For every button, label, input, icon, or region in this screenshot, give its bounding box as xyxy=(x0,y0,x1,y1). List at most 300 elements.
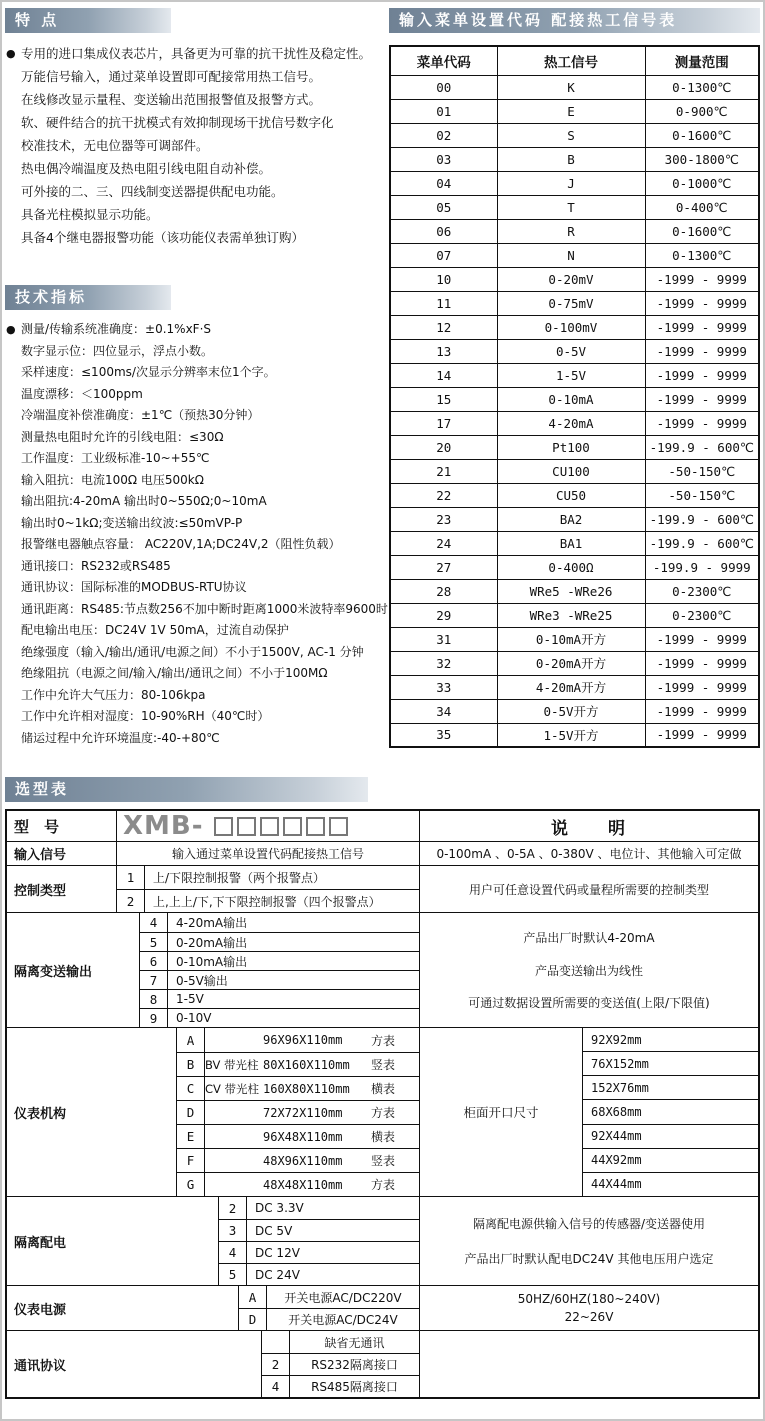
option-code: 4 xyxy=(140,913,168,932)
signal-table-row xyxy=(390,483,759,507)
signal-table-row xyxy=(390,531,759,555)
option-row xyxy=(262,1353,419,1375)
cutout-cell: 44X92mm xyxy=(583,1148,758,1172)
option-desc: 0-20mA输出 xyxy=(176,935,248,950)
signal-table-cell: 33 xyxy=(390,675,497,699)
signal-table-row xyxy=(390,627,759,651)
option-row xyxy=(177,1052,419,1076)
signal-header-row xyxy=(390,46,759,75)
signal-table-cell: -1999 - 9999 xyxy=(645,267,759,291)
group-main xyxy=(239,1286,419,1330)
signal-table-cell: -1999 - 9999 xyxy=(645,291,759,315)
signal-table-cell: 0-2300℃ xyxy=(645,603,759,627)
option-row xyxy=(140,913,419,932)
cutout-cell: 152X76mm xyxy=(583,1075,758,1099)
features-title: 特 点 xyxy=(15,11,60,29)
signal-table-row xyxy=(390,579,759,603)
text-line: 绝缘阻抗（电源之间/输入/输出/通讯之间）不小于100MΩ xyxy=(21,666,328,680)
signal-table-cell: -1999 - 9999 xyxy=(645,387,759,411)
features-list xyxy=(8,42,382,249)
cutout-cell: 76X152mm xyxy=(583,1051,758,1075)
signal-table-cell: 24 xyxy=(390,531,497,555)
signal-table-cell: -199.9 - 600℃ xyxy=(645,435,759,459)
signal-table-row xyxy=(390,99,759,123)
option-row xyxy=(140,932,419,951)
option-size: 48X96X110mm xyxy=(263,1153,343,1168)
signal-table-cell: -199.9 - 9999 xyxy=(645,555,759,579)
signal-table-cell: 4-20mA xyxy=(497,411,645,435)
group-label: 仪表电源 xyxy=(7,1286,239,1330)
option-code: A xyxy=(177,1028,205,1052)
text-line: 具备4个继电器报警功能（该功能仪表需单独订购） xyxy=(21,230,304,245)
signal-table-cell: BA2 xyxy=(497,507,645,531)
signal-table-cell: 31 xyxy=(390,627,497,651)
model-main xyxy=(117,811,419,841)
option-desc: 开关电源AC/DC24V xyxy=(288,1313,398,1327)
signal-table-cell: -1999 - 9999 xyxy=(645,699,759,723)
option-row xyxy=(177,1076,419,1100)
option-code: 8 xyxy=(140,990,168,1008)
text-line: 通讯距离：RS485:节点数256不加中断时距离1000米波特率9600时 xyxy=(21,601,388,616)
group-main xyxy=(140,913,419,1027)
signal-code-table xyxy=(389,45,760,748)
signal-table-row xyxy=(390,555,759,579)
signal-table-cell: WRe5 -WRe26 xyxy=(497,579,645,603)
group-note xyxy=(419,913,758,1027)
signal-table-cell: 06 xyxy=(390,219,497,243)
option-type: 方表 xyxy=(371,1106,396,1120)
signal-table-cell: 0-10mA xyxy=(497,387,645,411)
signal-table-cell: -1999 - 9999 xyxy=(645,315,759,339)
signal-table-cell: 03 xyxy=(390,147,497,171)
group-main xyxy=(117,866,419,912)
signal-table-cell: 0-5V开方 xyxy=(497,699,645,723)
signal-table-cell: 28 xyxy=(390,579,497,603)
signal-table-cell: J xyxy=(497,171,645,195)
signal-table-cell: 0-1600℃ xyxy=(645,219,759,243)
option-desc: 4-20mA输出 xyxy=(176,916,248,930)
signal-table-cell: 0-400Ω xyxy=(497,555,645,579)
right-column xyxy=(386,8,763,748)
model-code-area xyxy=(117,811,419,841)
group-transmit-output xyxy=(7,912,758,1027)
option-row xyxy=(219,1219,419,1241)
text-line: 校准技术，无电位器等可调部件。 xyxy=(21,138,209,153)
option-code: B xyxy=(177,1053,205,1076)
signal-table-cell: E xyxy=(497,99,645,123)
signal-table-row xyxy=(390,363,759,387)
signal-table-cell: -1999 - 9999 xyxy=(645,627,759,651)
text-line: 可外接的二、三、四线制变送器提供配电功能。 xyxy=(21,184,284,199)
cutout-cell: 68X68mm xyxy=(583,1099,758,1123)
option-note xyxy=(205,1149,263,1172)
signal-table-cell: 35 xyxy=(390,723,497,747)
signal-table-cell: 0-5V xyxy=(497,339,645,363)
option-desc: 0-5V输出 xyxy=(176,973,228,988)
selection-section-bar xyxy=(5,777,368,802)
signal-table-cell: S xyxy=(497,123,645,147)
option-code: 9 xyxy=(140,1009,168,1027)
option-type: 方表 xyxy=(371,1033,396,1048)
signal-table-cell: 0-10mA开方 xyxy=(497,627,645,651)
option-desc: 上/下限控制报警（两个报警点） xyxy=(153,871,326,885)
group-label: 仪表机构 xyxy=(7,1028,177,1196)
left-column xyxy=(2,8,386,749)
signal-table-row xyxy=(390,411,759,435)
option-note xyxy=(205,1101,263,1124)
signal-table-row xyxy=(390,699,759,723)
signal-table-cell: R xyxy=(497,219,645,243)
signal-table-row xyxy=(390,75,759,99)
option-row xyxy=(262,1331,419,1353)
option-desc: RS485隔离接口 xyxy=(311,1380,398,1394)
signal-table-row xyxy=(390,147,759,171)
signal-table-cell: B xyxy=(497,147,645,171)
note-line: 0-100mA 、0-5A 、0-380V 、电位计、其他输入可定做 xyxy=(436,847,742,861)
option-desc: DC 12V xyxy=(255,1245,300,1260)
signal-table-row xyxy=(390,123,759,147)
signal-table-cell: Pt100 xyxy=(497,435,645,459)
option-row xyxy=(177,1124,419,1148)
option-note: CV 带光柱 xyxy=(205,1081,260,1096)
text-line: 输出阻抗:4-20mA 输出时0~550Ω;0~10mA xyxy=(21,494,267,508)
signal-table-row xyxy=(390,315,759,339)
option-note xyxy=(205,1173,263,1196)
model-code-box xyxy=(237,817,256,836)
signal-table-head xyxy=(390,46,759,75)
description-header-cell xyxy=(419,811,758,841)
group-note xyxy=(419,1331,758,1397)
signal-table-cell: -50-150℃ xyxy=(645,459,759,483)
top-columns xyxy=(2,8,763,749)
text-line: ● 测量/传输系统准确度：±0.1%xF·S xyxy=(8,319,382,341)
cutout-cell: 44X44mm xyxy=(583,1172,758,1196)
signal-table-row xyxy=(390,507,759,531)
model-prefix: XMB- xyxy=(123,811,204,841)
signal-table-cell: 20 xyxy=(390,435,497,459)
option-desc: 上,上上/下,下下限控制报警（四个报警点） xyxy=(153,894,381,909)
option-row xyxy=(219,1197,419,1219)
option-code: 2 xyxy=(219,1197,247,1219)
model-code-box xyxy=(283,817,302,836)
text-line: 采样速度：≤100ms/次显示分辨率末位1个字。 xyxy=(21,365,276,379)
option-code xyxy=(262,1331,290,1353)
signal-table-row xyxy=(390,435,759,459)
option-row xyxy=(140,989,419,1008)
signal-table-cell: 4-20mA开方 xyxy=(497,675,645,699)
signal-table-cell: 04 xyxy=(390,171,497,195)
bullet-icon: ● xyxy=(6,323,16,336)
signal-table-cell: 21 xyxy=(390,459,497,483)
option-row xyxy=(177,1172,419,1196)
signal-table-cell: 0-100mV xyxy=(497,315,645,339)
option-row xyxy=(177,1148,419,1172)
option-code: 4 xyxy=(262,1376,290,1397)
option-code: 7 xyxy=(140,971,168,989)
signal-table-row xyxy=(390,339,759,363)
option-type: 竖表 xyxy=(371,1058,396,1072)
signal-table-cell: 1-5V xyxy=(497,363,645,387)
option-code: 5 xyxy=(140,933,168,951)
bullet-icon: ● xyxy=(6,47,16,60)
col-header-menu-code: 菜单代码 xyxy=(390,46,497,75)
group-meter-supply xyxy=(7,1285,758,1330)
text-line: 温度漂移：＜100ppm xyxy=(21,386,143,401)
text-line: 通讯协议：国际标准的MODBUS-RTU协议 xyxy=(21,580,247,594)
signal-table-cell: -1999 - 9999 xyxy=(645,723,759,747)
option-note xyxy=(205,1028,263,1052)
signal-table-cell: 22 xyxy=(390,483,497,507)
note-line: 用户可任意设置代码或量程所需要的控制类型 xyxy=(468,882,709,897)
signal-table-row xyxy=(390,195,759,219)
option-code: G xyxy=(177,1173,205,1196)
text-line: 测量热电阻时允许的引线电阻：≤30Ω xyxy=(21,429,224,444)
option-type: 横表 xyxy=(371,1082,396,1096)
option-code: 5 xyxy=(219,1264,247,1285)
specs-list xyxy=(6,319,388,749)
model-code-box xyxy=(329,817,348,836)
option-code: 3 xyxy=(219,1220,247,1241)
option-code: 1 xyxy=(117,866,145,889)
option-type: 方表 xyxy=(371,1178,396,1192)
option-code: F xyxy=(177,1149,205,1172)
text-line: ● 专用的进口集成仪表芯片，具备更为可靠的抗干扰性及稳定性。 xyxy=(8,42,382,65)
note-line: 产品出厂时默认配电DC24V 其他电压用户选定 xyxy=(464,1251,714,1266)
text-line: 热电偶冷端温度及热电阻引线电阻自动补偿。 xyxy=(21,161,272,176)
cutout-cell: 92X92mm xyxy=(591,1032,642,1047)
signal-table-cell: -1999 - 9999 xyxy=(645,675,759,699)
signal-table-cell: 15 xyxy=(390,387,497,411)
signal-table-cell: CU100 xyxy=(497,459,645,483)
group-label: 通讯协议 xyxy=(7,1331,262,1397)
option-desc: DC 5V xyxy=(255,1223,293,1238)
option-code: C xyxy=(177,1077,205,1100)
group-main xyxy=(177,1028,419,1196)
model-code-box xyxy=(306,817,325,836)
signal-table-cell: 0-20mA开方 xyxy=(497,651,645,675)
group-note xyxy=(419,842,758,865)
group-meter-structure xyxy=(7,1027,758,1196)
model-row xyxy=(7,811,758,841)
text-line: 配电输出电压：DC24V 1V 50mA，过流自动保护 xyxy=(21,623,289,637)
group-note xyxy=(419,1197,758,1285)
option-row xyxy=(117,889,419,912)
group-isolated-power xyxy=(7,1196,758,1285)
signal-table-row xyxy=(390,219,759,243)
text-line: 输入阻抗：电流100Ω 电压500kΩ xyxy=(21,472,204,487)
group-note xyxy=(419,1286,758,1330)
signal-table-cell: 02 xyxy=(390,123,497,147)
signal-table-cell: -1999 - 9999 xyxy=(645,363,759,387)
signal-table-cell: 32 xyxy=(390,651,497,675)
option-desc: DC 3.3V xyxy=(255,1201,304,1215)
group-main xyxy=(262,1331,419,1397)
model-code-box xyxy=(260,817,279,836)
option-code: E xyxy=(177,1125,205,1148)
signal-table-cell: 11 xyxy=(390,291,497,315)
option-desc: 1-5V xyxy=(176,992,204,1006)
signal-table-row xyxy=(390,603,759,627)
text-line: 软、硬件结合的抗干扰模式有效抑制现场干扰信号数字化 xyxy=(21,115,334,130)
signal-table-cell: 12 xyxy=(390,315,497,339)
description-header: 说 明 xyxy=(551,818,627,839)
signal-table-cell: 0-400℃ xyxy=(645,195,759,219)
specs-title: 技术指标 xyxy=(15,288,88,306)
signal-table-cell: 27 xyxy=(390,555,497,579)
option-desc: 缺省无通讯 xyxy=(324,1335,385,1350)
signal-table-cell: K xyxy=(497,75,645,99)
signal-table-cell: -1999 - 9999 xyxy=(645,411,759,435)
option-size: 48X48X110mm xyxy=(263,1177,343,1192)
group-label: 控制类型 xyxy=(7,866,117,912)
signal-table-row xyxy=(390,387,759,411)
group-label: 隔离配电 xyxy=(7,1197,219,1285)
option-row xyxy=(140,951,419,970)
option-desc: 0-10V xyxy=(176,1011,212,1025)
option-row xyxy=(177,1100,419,1124)
option-code: 2 xyxy=(117,890,145,912)
features-section-bar xyxy=(5,8,171,33)
group-main xyxy=(219,1197,419,1285)
option-row xyxy=(117,842,419,865)
signal-table-cell: 0-1600℃ xyxy=(645,123,759,147)
group-label: 隔离变送输出 xyxy=(7,913,140,1027)
option-desc: DC 24V xyxy=(255,1267,300,1282)
cutout-cell: 92X44mm xyxy=(583,1124,758,1148)
option-code: D xyxy=(177,1101,205,1124)
specs-section-bar xyxy=(5,285,171,310)
group-main xyxy=(117,842,419,865)
option-code: 6 xyxy=(140,952,168,970)
model-code-box xyxy=(214,817,233,836)
note-line: 22~26V xyxy=(564,1310,614,1325)
text-line: 万能信号输入，通过菜单设置即可配接常用热工信号。 xyxy=(21,69,322,84)
text-line: 报警继电器触点容量： AC220V,1A;DC24V,2（阻性负载） xyxy=(21,537,341,551)
text-line: 输出时0~1kΩ;变送输出纹波:≤50mVP-P xyxy=(21,515,243,530)
option-note: BV 带光柱 xyxy=(205,1057,259,1072)
selection-table xyxy=(5,809,760,1399)
signal-table-row xyxy=(390,675,759,699)
signal-table-row xyxy=(390,723,759,747)
signal-table-cell: 0-1300℃ xyxy=(645,243,759,267)
note-line: 可通过数据设置所需要的变送值(上限/下限值) xyxy=(468,995,710,1010)
model-label: 型 号 xyxy=(7,811,117,841)
option-code: 4 xyxy=(219,1242,247,1263)
text-line: 冷端温度补偿准确度：±1℃（预热30分钟） xyxy=(21,408,260,422)
group-comm-protocol xyxy=(7,1330,758,1397)
signal-table-cell: WRe3 -WRe25 xyxy=(497,603,645,627)
signal-table-cell: 29 xyxy=(390,603,497,627)
option-size: 96X96X110mm xyxy=(263,1033,343,1047)
group-note xyxy=(419,866,758,912)
option-note xyxy=(205,1125,263,1148)
option-code: 2 xyxy=(262,1354,290,1375)
option-row xyxy=(140,970,419,989)
signal-table-cell: -1999 - 9999 xyxy=(645,339,759,363)
signal-table-cell: -50-150℃ xyxy=(645,483,759,507)
signal-table-cell: 14 xyxy=(390,363,497,387)
option-desc: 开关电源AC/DC220V xyxy=(284,1290,402,1305)
signal-table-cell: 1-5V开方 xyxy=(497,723,645,747)
signal-table-cell: -199.9 - 600℃ xyxy=(645,531,759,555)
signal-table-cell: 0-1000℃ xyxy=(645,171,759,195)
option-size: 80X160X110mm xyxy=(263,1057,350,1072)
option-desc: RS232隔离接口 xyxy=(311,1358,398,1372)
signal-table-title: 输入菜单设置代码 配接热工信号表 xyxy=(399,11,678,29)
signal-table-cell: 0-75mV xyxy=(497,291,645,315)
signal-table-cell: 00 xyxy=(390,75,497,99)
option-row xyxy=(140,1008,419,1027)
signal-table-cell: 0-20mV xyxy=(497,267,645,291)
option-code: A xyxy=(239,1286,267,1308)
signal-table-cell: 34 xyxy=(390,699,497,723)
selection-title: 选型表 xyxy=(15,780,70,798)
signal-section-bar xyxy=(389,8,760,33)
text-line: 绝缘强度（输入/输出/通讯/电源之间）不小于1500V, AC-1 分钟 xyxy=(21,644,364,659)
signal-table-row xyxy=(390,291,759,315)
option-code: D xyxy=(239,1309,267,1330)
signal-table-row xyxy=(390,171,759,195)
text-line: 在线修改显示量程、变送输出范围报警值及报警方式。 xyxy=(21,92,322,107)
option-row xyxy=(219,1263,419,1285)
signal-table-cell: 0-900℃ xyxy=(645,99,759,123)
option-size: 160X80X110mm xyxy=(263,1081,350,1096)
cutout-header: 柜面开口尺寸 xyxy=(419,1028,582,1196)
option-desc: 输入通过菜单设置代码配接热工信号 xyxy=(171,847,364,861)
text-line: 工作中允许相对湿度：10-90%RH（40℃时） xyxy=(21,709,270,723)
note-line: 产品出厂时默认4-20mA xyxy=(523,931,655,946)
option-row xyxy=(177,1028,419,1052)
signal-table-cell: T xyxy=(497,195,645,219)
signal-table-row xyxy=(390,459,759,483)
signal-table-cell: BA1 xyxy=(497,531,645,555)
text-line: 具备光柱模拟显示功能。 xyxy=(21,207,159,222)
option-row xyxy=(262,1375,419,1397)
group-control-type xyxy=(7,865,758,912)
group-label: 输入信号 xyxy=(7,842,117,865)
note-line: 隔离配电源供输入信号的传感器/变送器使用 xyxy=(472,1217,706,1232)
signal-table-cell: 0-1300℃ xyxy=(645,75,759,99)
text-line: 工作温度：工业级标准-10~+55℃ xyxy=(21,451,210,465)
text-line: 数字显示位：四位显示，浮点小数。 xyxy=(21,343,214,358)
signal-table-cell: 13 xyxy=(390,339,497,363)
option-row xyxy=(117,866,419,889)
signal-table-cell: 17 xyxy=(390,411,497,435)
signal-table-row xyxy=(390,651,759,675)
signal-table-cell: 01 xyxy=(390,99,497,123)
signal-table-cell: 23 xyxy=(390,507,497,531)
option-type: 竖表 xyxy=(371,1154,396,1168)
signal-table-cell: N xyxy=(497,243,645,267)
option-type: 横表 xyxy=(371,1130,396,1144)
text-line: 通讯接口：RS232或RS485 xyxy=(21,558,171,573)
signal-table-row xyxy=(390,243,759,267)
signal-table-cell: -1999 - 9999 xyxy=(645,651,759,675)
note-line: 50HZ/60HZ(180~240V) xyxy=(517,1291,661,1306)
option-size: 96X48X110mm xyxy=(263,1129,343,1144)
signal-table-cell: -199.9 - 600℃ xyxy=(645,507,759,531)
option-row xyxy=(239,1308,419,1330)
option-row xyxy=(239,1286,419,1308)
option-size: 72X72X110mm xyxy=(263,1105,343,1120)
signal-table-cell: 05 xyxy=(390,195,497,219)
signal-table-cell: 10 xyxy=(390,267,497,291)
option-desc: 0-10mA输出 xyxy=(176,954,248,969)
note-line: 产品变送输出为线性 xyxy=(534,963,643,978)
cutout-column xyxy=(582,1028,758,1196)
text-line: 工作中允许大气压力：80-106kpa xyxy=(21,687,206,702)
signal-table-cell: 300-1800℃ xyxy=(645,147,759,171)
